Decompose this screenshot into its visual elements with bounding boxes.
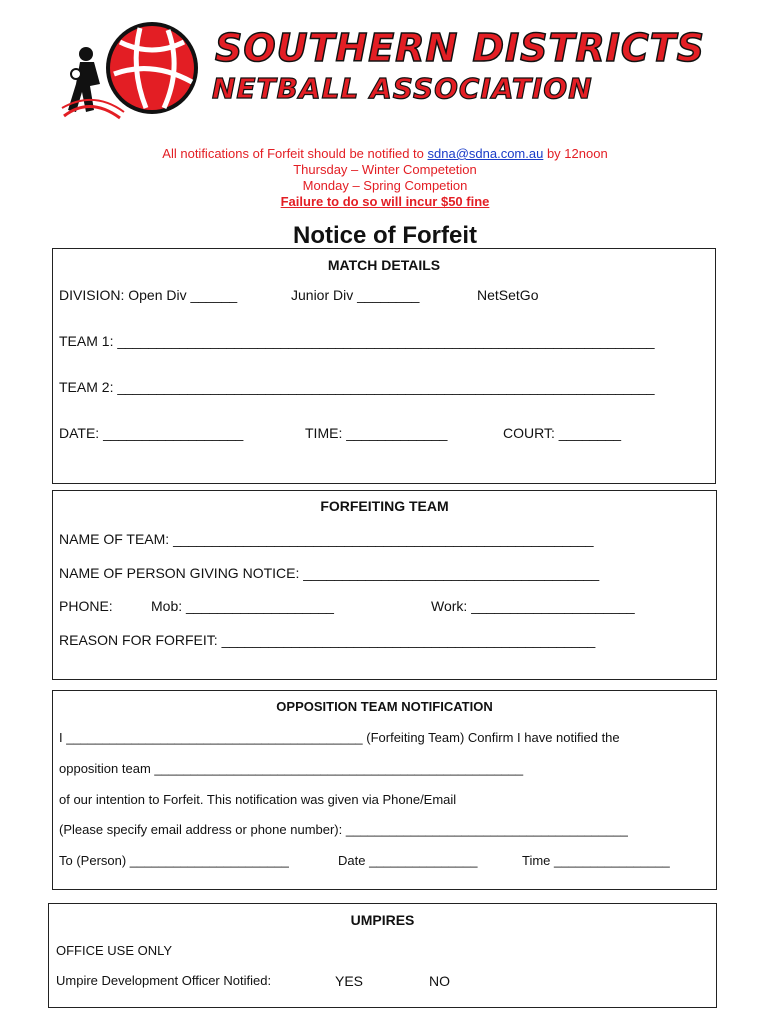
notice-suffix: by 12noon xyxy=(543,146,608,161)
time-field[interactable]: TIME: _____________ xyxy=(305,425,448,441)
org-name-line2: NETBALL ASSOCIATION xyxy=(212,72,593,105)
contact-detail-field[interactable]: (Please specify email address or phone number): _______________________________________ xyxy=(59,822,628,837)
mobile-field[interactable]: Mob: ___________________ xyxy=(151,598,334,614)
notification-time-field[interactable]: Time ________________ xyxy=(522,853,670,868)
notification-date-field[interactable]: Date _______________ xyxy=(338,853,478,868)
notice-line2: Thursday – Winter Competetion xyxy=(293,162,477,177)
umpires-section xyxy=(48,903,717,1008)
notice-fine-warning: Failure to do so will incur $50 fine xyxy=(280,194,490,209)
umpire-officer-label: Umpire Development Officer Notified: xyxy=(56,973,272,988)
header-logo xyxy=(60,12,720,124)
team-name-field[interactable]: NAME OF TEAM: ______________________________________________________ xyxy=(59,531,594,547)
yes-option[interactable]: YES xyxy=(335,973,364,989)
person-name-field[interactable]: NAME OF PERSON GIVING NOTICE: ______________________________________ xyxy=(59,565,600,581)
division-field[interactable]: DIVISION: Open Div ______ xyxy=(59,287,238,303)
forfeiting-team-section xyxy=(52,490,717,680)
to-person-field[interactable]: To (Person) ______________________ xyxy=(59,853,289,868)
notice-line1 xyxy=(0,146,770,162)
umpires-heading: UMPIRES xyxy=(350,912,415,928)
page-title: Notice of Forfeit xyxy=(293,222,477,249)
forfeit-notice xyxy=(0,146,770,210)
date-field[interactable]: DATE: __________________ xyxy=(59,425,244,441)
work-phone-field[interactable]: Work: _____________________ xyxy=(431,598,635,614)
match-details-section xyxy=(52,248,716,484)
office-use-label: OFFICE USE ONLY xyxy=(56,943,173,958)
match-details-heading: MATCH DETAILS xyxy=(327,257,441,273)
org-name-line1: SOUTHERN DISTRICTS xyxy=(215,26,706,70)
netsetgo-option[interactable]: NetSetGo xyxy=(477,287,539,303)
reason-field[interactable]: REASON FOR FORFEIT: ________________________________________________ xyxy=(59,632,596,648)
no-option[interactable]: NO xyxy=(429,973,450,989)
notice-email-link[interactable]: sdna@sdna.com.au xyxy=(427,146,544,161)
phone-label: PHONE: xyxy=(59,598,113,614)
court-field[interactable]: COURT: ________ xyxy=(503,425,622,441)
notice-line3: Monday – Spring Competion xyxy=(302,178,468,193)
junior-div-field[interactable]: Junior Div ________ xyxy=(291,287,420,303)
opposition-team-field[interactable]: opposition team ___________________________________________________ xyxy=(59,761,524,776)
netball-logo-graphic xyxy=(60,12,210,124)
confirm-line[interactable]: I _________________________________________ (Forfeiting Team) Confirm I have notified the xyxy=(59,730,620,745)
netball-ball-icon xyxy=(106,22,198,114)
team1-field[interactable]: TEAM 1: _____________________________________________________________________ xyxy=(59,333,655,349)
intention-statement: of our intention to Forfeit. This notification was given via Phone/Email xyxy=(59,792,457,807)
forfeiting-team-heading: FORFEITING TEAM xyxy=(320,498,449,514)
team2-field[interactable]: TEAM 2: _____________________________________________________________________ xyxy=(59,379,655,395)
notice-prefix: All notifications of Forfeit should be notified to xyxy=(162,146,428,161)
opposition-heading: OPPOSITION TEAM NOTIFICATION xyxy=(276,699,493,714)
opposition-notification-section xyxy=(52,690,717,890)
